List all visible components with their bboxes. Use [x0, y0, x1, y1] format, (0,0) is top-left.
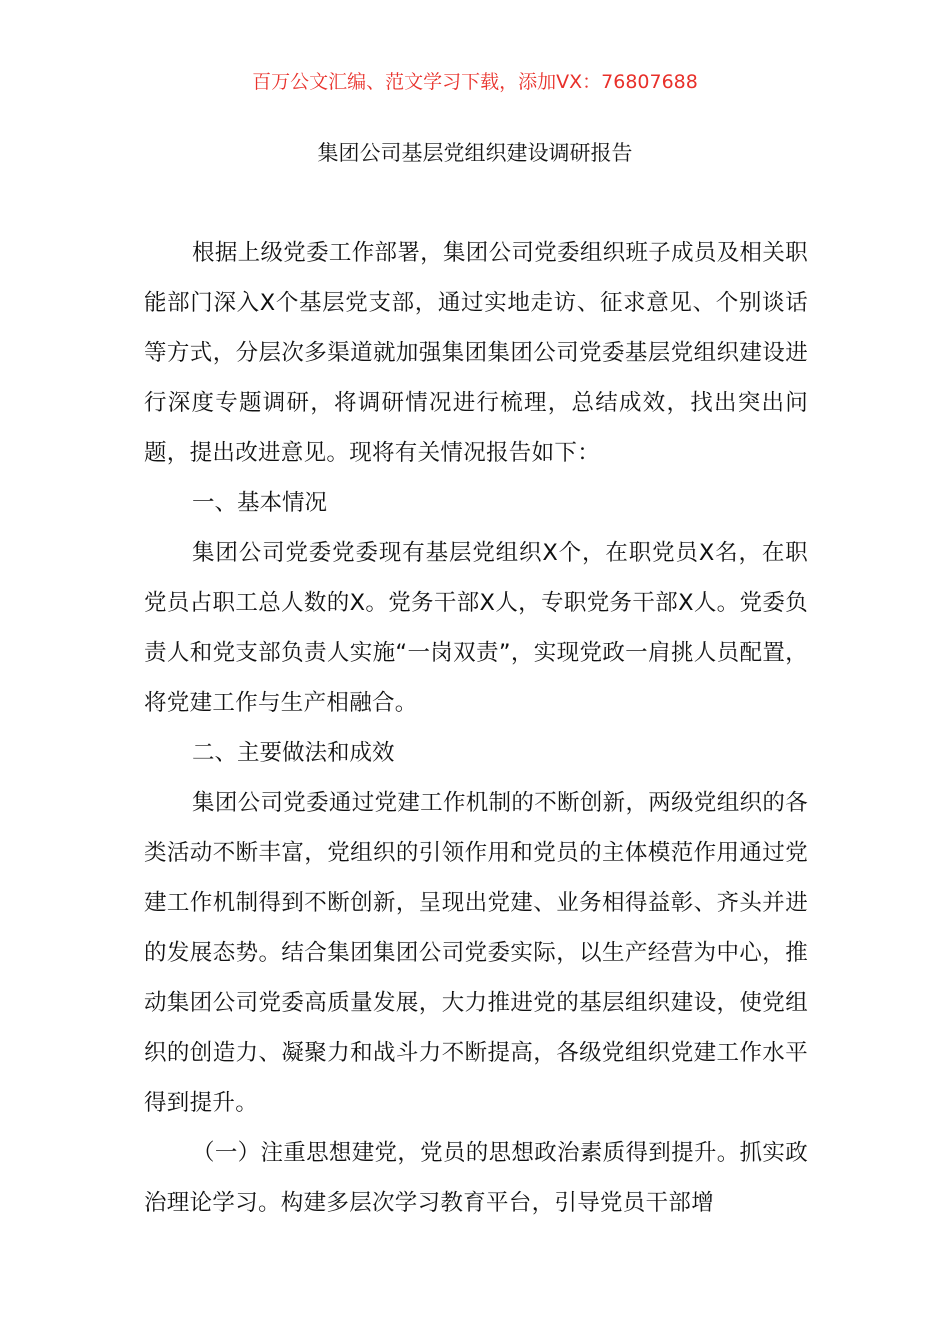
promo-banner: 百万公文汇编、范文学习下载，添加VX：76807688	[252, 71, 698, 93]
intro-paragraph: 根据上级党委工作部署，集团公司党委组织班子成员及相关职能部门深入X个基层党支部，通过实地走访、征求意见、个别谈话等方式，分层次多渠道就加强集团集团公司党委基层党组织建设进行深度专题调研，将调研情况进行梳理，总结成效，找出突出问题，提出改进意见。现将有关情况报告如下：	[144, 240, 808, 466]
document-body	[144, 228, 808, 1228]
document-title: 集团公司基层党组织建设调研报告	[317, 141, 633, 165]
section-2-paragraph: 集团公司党委通过党建工作机制的不断创新，两级党组织的各类活动不断丰富，党组织的引领作用和党员的主体模范作用通过党建工作机制得到不断创新，呈现出党建、业务相得益彰、齐头并进的发展态势。结合集团集团公司党委实际，以生产经营为中心，推动集团公司党委高质量发展，大力推进党的基层组织建设，使党组织的创造力、凝聚力和战斗力不断提高，各级党组织党建工作水平得到提升。	[144, 790, 808, 1116]
section-1-heading: 一、基本情况	[192, 490, 328, 516]
section-2-heading: 二、主要做法和成效	[192, 740, 395, 766]
subsection-1-paragraph: （一）注重思想建党，党员的思想政治素质得到提升。抓实政治理论学习。构建多层次学习教育平台，引导党员干部增	[144, 1140, 808, 1216]
section-1-paragraph: 集团公司党委党委现有基层党组织X个，在职党员X名，在职党员占职工总人数的X。党务干部X人，专职党务干部X人。党委负责人和党支部负责人实施“一岗双责”，实现党政一肩挑人员配置，将党建工作与生产相融合。	[144, 540, 808, 716]
